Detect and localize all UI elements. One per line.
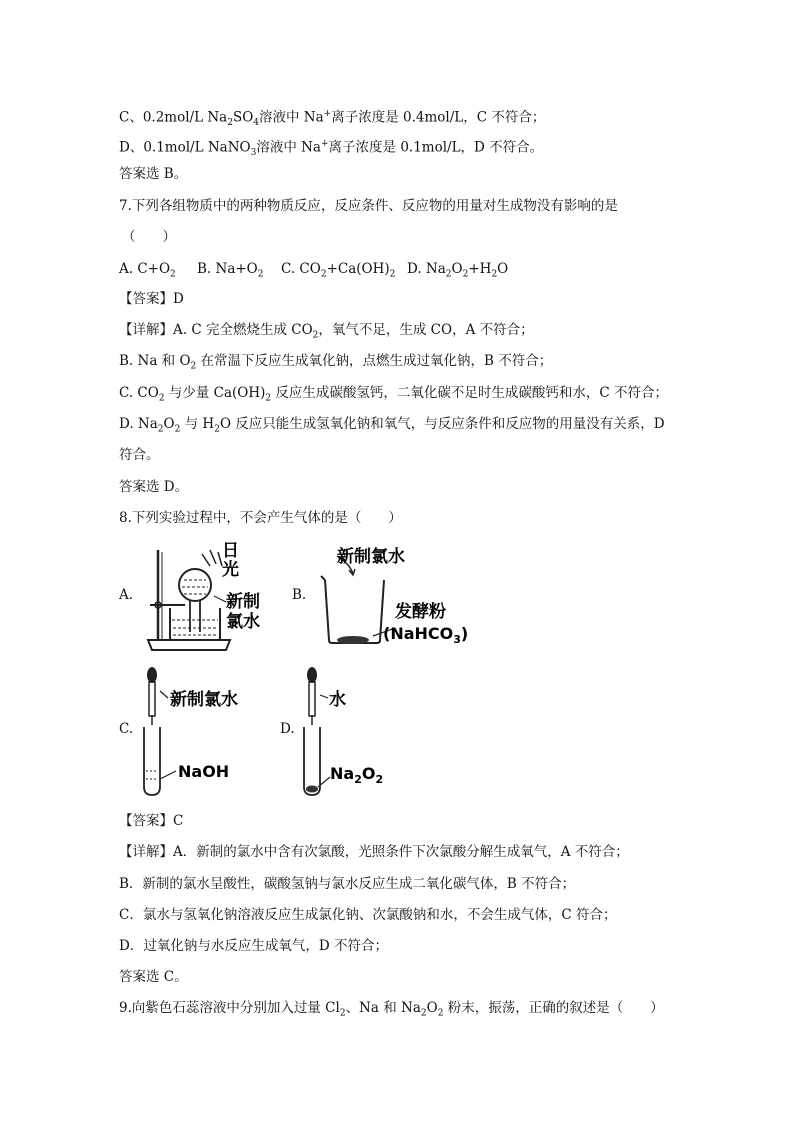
- detail-line: 【详解】A．新制的氯水中含有次氯酸，光照条件下次氯酸分解生成氧气，A 不符合；: [119, 844, 629, 860]
- figure-c-solution-text: NaOH: [178, 762, 230, 781]
- figure-c-apparatus: [138, 665, 278, 800]
- figure-d-label: D.: [280, 721, 295, 737]
- figure-b-powder-text: 发酵粉: [395, 602, 446, 622]
- detail-line: D．过氧化钠与水反应生成氧气，D 不符合；: [119, 938, 388, 954]
- figure-b-label: B.: [292, 587, 307, 603]
- figure-a-sun-text-1: 日: [222, 541, 239, 561]
- figure-a-apparatus: [140, 540, 290, 658]
- figure-c-reagent-text: 新制氯水: [170, 690, 238, 710]
- figure-c-label: C.: [119, 721, 134, 737]
- figure-d-solid-text: $Na_2O_2$: [330, 764, 384, 786]
- detail-line: 答案选 D。: [119, 479, 189, 495]
- detail-line: C. $CO_2$ 与少量 $Ca(OH)_2$ 反应生成碳酸氢钙，二氧化碳不足时生成碳酸钙和水，C 不符合；: [119, 385, 669, 404]
- figure-b-apparatus: [315, 542, 485, 648]
- option-d: D. $Na_2O_2+H_2O$: [407, 261, 509, 280]
- detail-line: 答案选 C。: [119, 969, 188, 985]
- detail-line: 【详解】A. C 完全燃烧生成 $CO_2$，氧气不足，生成 CO，A 不符合；: [119, 322, 534, 341]
- figure-a-reagent-text-1: 新制: [226, 592, 260, 612]
- answer-line: 答案选 B。: [119, 166, 188, 182]
- question-9-stem: 9.向紫色石蕊溶液中分别加入过量 $Cl_2$、Na 和 $Na_2O_2$ 粉末，振荡，正确的叙述是（ ）: [119, 1000, 664, 1019]
- figure-d-reagent-text: 水: [329, 690, 346, 710]
- figure-b-reagent-text: 新制氯水: [337, 547, 405, 567]
- question-7-options: [119, 260, 508, 284]
- question-7-answer: 【答案】D: [119, 291, 184, 307]
- text-line: C、0.2mol/L $Na_2SO_4$溶液中 Na+离子浓度是 0.4mol/L，C 不符合；: [119, 109, 546, 129]
- option-a: A. $C+O_2$: [119, 261, 176, 280]
- figure-a-sun-text-2: 光: [222, 560, 239, 580]
- question-7-paren: （ ）: [122, 229, 176, 245]
- figure-d-apparatus: [298, 665, 408, 800]
- detail-line: D. $Na_2O_2$ 与 $H_2O$ 反应只能生成氢氧化钠和氧气，与反应条件和反应物的用量没有关系，D: [119, 416, 665, 435]
- figure-a-label: A.: [119, 587, 134, 603]
- option-b: B. $Na+O_2$: [197, 261, 264, 280]
- text-line: D、0.1mol/L NaNO$_3$溶液中 Na+离子浓度是 0.1mol/L，D 不符合。: [119, 139, 544, 159]
- question-8-stem: 8.下列实验过程中，不会产生气体的是（ ）: [119, 510, 402, 526]
- figure-b-formula: (NaHCO$_3$): [383, 624, 469, 646]
- detail-line: C．氯水与氢氧化钠溶液反应生成氯化钠、次氯酸钠和水，不会生成气体，C 符合；: [119, 907, 617, 923]
- figure-a-reagent-text-2: 氯水: [226, 612, 260, 632]
- detail-line: 符合。: [119, 447, 160, 463]
- question-7-stem: 7.下列各组物质中的两种物质反应，反应条件、反应物的用量对生成物没有影响的是: [119, 198, 618, 214]
- question-8-answer: 【答案】C: [119, 813, 184, 829]
- detail-line: B．新制的氯水呈酸性，碳酸氢钠与氯水反应生成二氧化碳气体，B 不符合；: [119, 876, 576, 892]
- detail-line: B. Na 和 $O_2$ 在常温下反应生成氧化钠，点燃生成过氧化钠，B 不符合；: [119, 353, 553, 372]
- option-c: C. $CO_2+Ca(OH)_2$: [281, 261, 396, 280]
